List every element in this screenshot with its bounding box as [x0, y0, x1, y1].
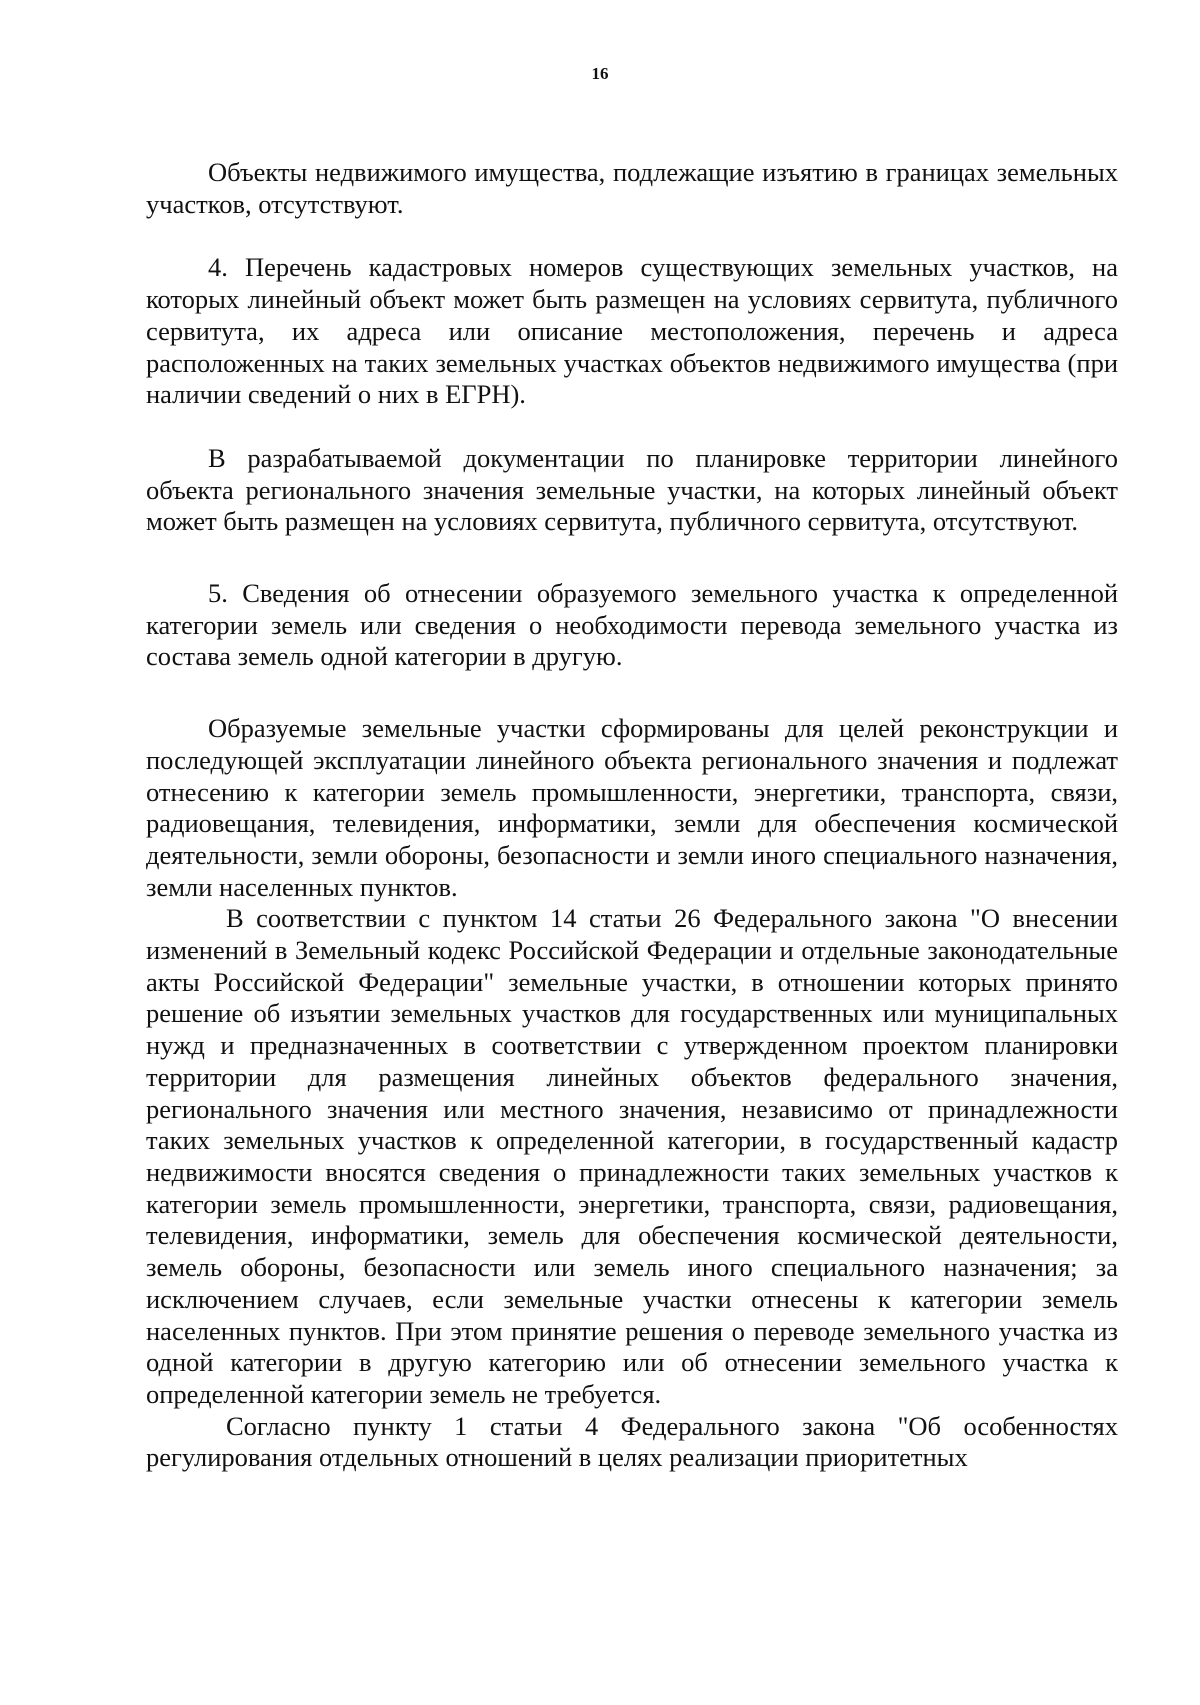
paragraph-section-5-heading: 5. Сведения об отнесении образуемого земельного участка к определенной категории земель или сведения о необходимости перевода земельного участка из состава земель одной категории в другую.: [146, 578, 1118, 672]
paragraph-servitude-absent: В разрабатываемой документации по планировке территории линейного объекта регионального значения земельные участки, на которых линейный объект может быть размещен на условиях сервитута, публичного сервитута, отсутствуют.: [146, 442, 1118, 537]
paragraph-no-real-estate: Объекты недвижимого имущества, подлежащие изъятию в границах земельных участков, отсутствуют.: [146, 157, 1118, 219]
paragraph-federal-law-article-4: Согласно пункту 1 статьи 4 Федерального закона "Об особенностях регулирования отдельных отношений в целях реализации приоритетных: [146, 1410, 1118, 1473]
paragraph-section-4-heading: 4. Перечень кадастровых номеров существующих земельных участков, на которых линейный объект может быть размещен на условиях сервитута, публичного сервитута, их адреса или описание местоположения, перечень и адреса расположенных на таких земельных участках объектов недвижимого имущества (при наличии сведений о них в ЕГРН).: [146, 252, 1118, 410]
document-body: [146, 157, 1118, 1474]
page-number: 16: [591, 64, 609, 83]
paragraph-federal-law-article-26: В соответствии с пунктом 14 статьи 26 Федерального закона "О внесении изменений в Земельный кодекс Российской Федерации и отдельные законодательные акты Российской Федерации" земельные участки, в отношении которых принято решение об изъятии земельных участков для государственных или муниципальных нужд и предназначенных в соответствии с утвержденном проектом планировки территории для размещения линейных объектов федерального значения, регионального значения или местного значения, независимо от принадлежности таких земельных участков к определенной категории, в государственный кадастр недвижимости вносятся сведения о принадлежности таких земельных участков к категории земель промышленности, энергетики, транспорта, связи, радиовещания, телевидения, информатики, земель для обеспечения космической деятельности, земель обороны, безопасности или земель иного специального назначения; за исключением случаев, если земельные участки отнесены к категории земель населенных пунктов. При этом принятие решения о переводе земельного участка из одной категории в другую категорию или об отнесении земельного участка к определенной категории земель не требуется.: [146, 903, 1118, 1409]
paragraph-formed-land-plots: Образуемые земельные участки сформированы для целей реконструкции и последующей эксплуатации линейного объекта регионального значения и подлежат отнесению к категории земель промышленности, энергетики, транспорта, связи, радиовещания, телевидения, информатики, земли для обеспечения космической деятельности, земли обороны, безопасности и земли иного специального назначения, земли населенных пунктов.: [146, 713, 1118, 902]
